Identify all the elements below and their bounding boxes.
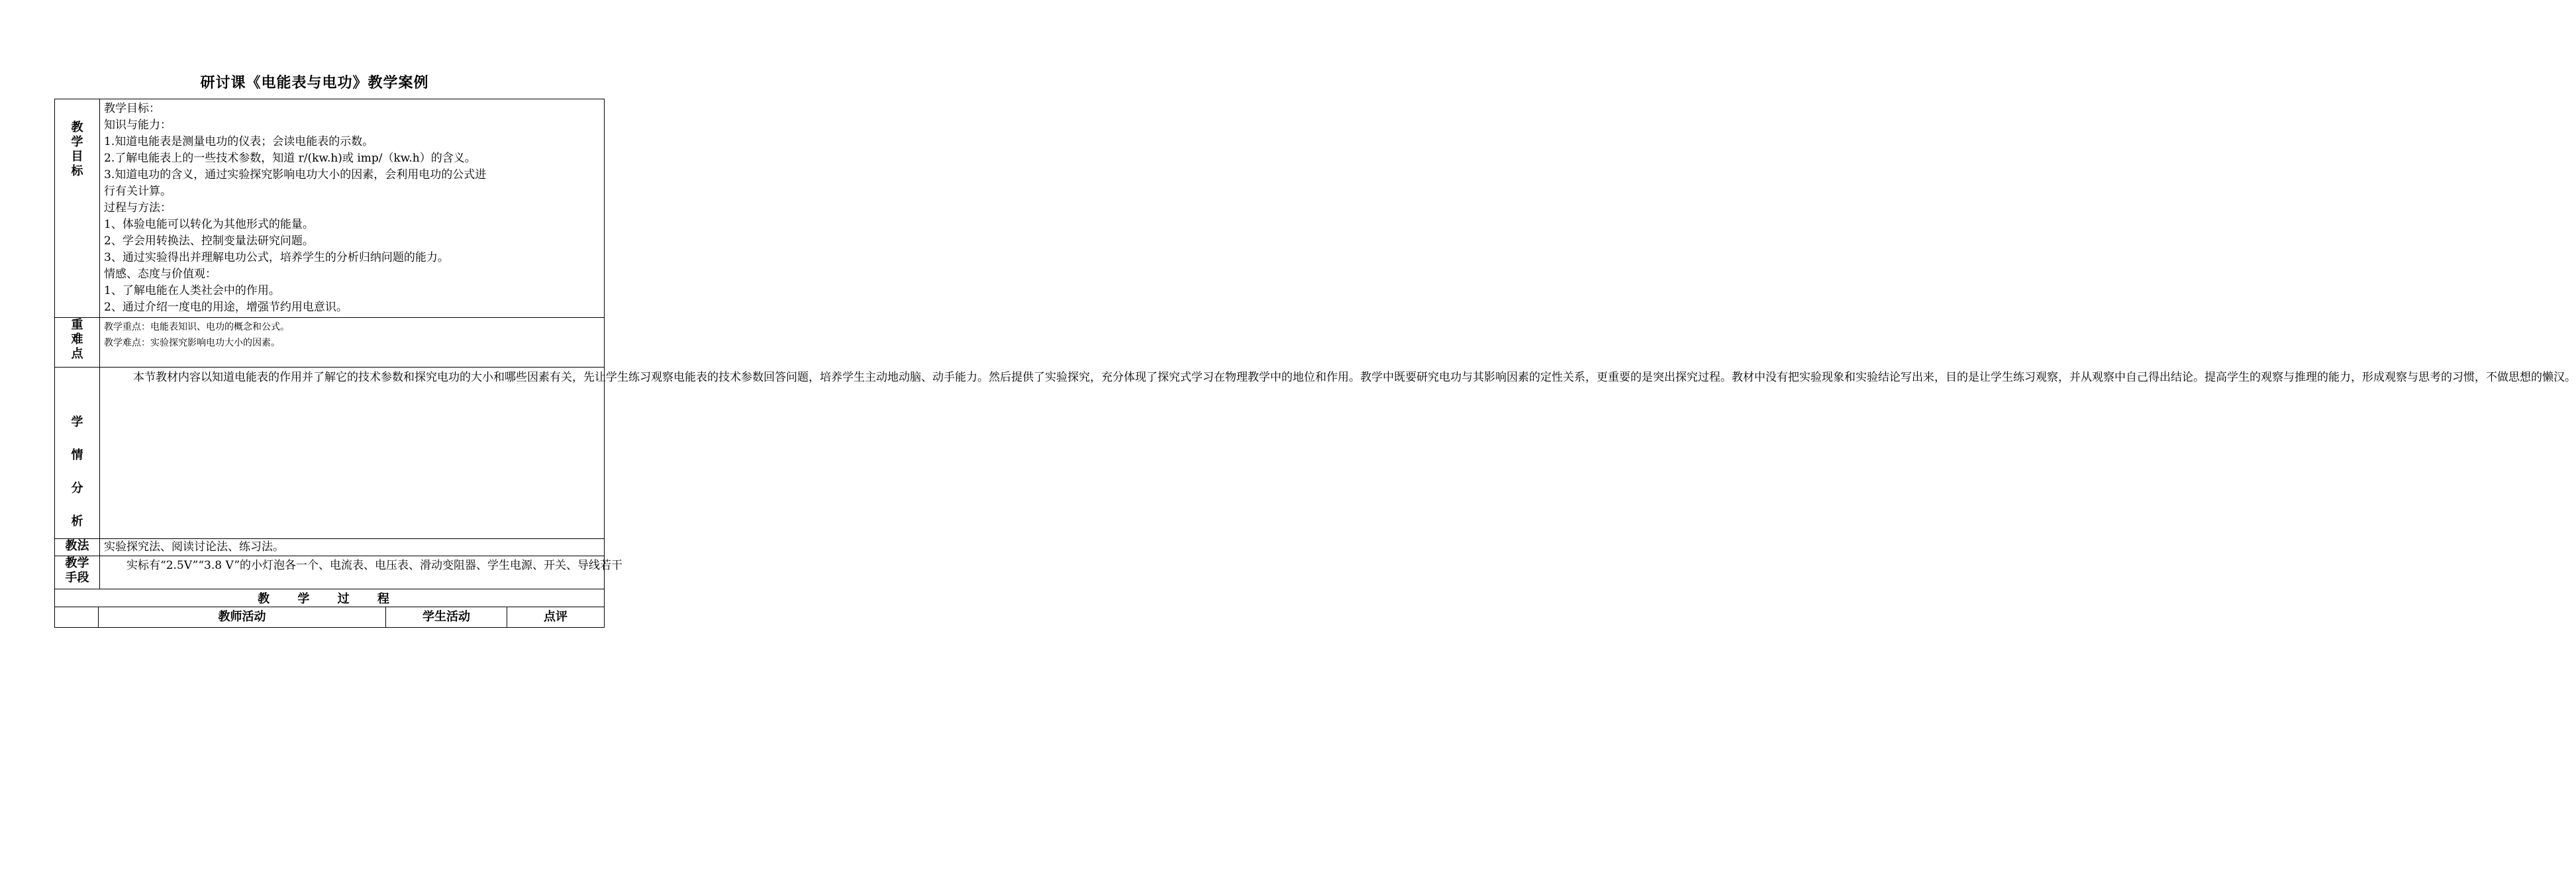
means-label: 教学 手段 [55,556,100,589]
process-title: 教 学 过 程 [55,589,605,607]
objectives-label: 教 学 目 标 [55,99,100,318]
analysis-content [100,368,2576,539]
objectives-line: 行有关计算。 [104,185,172,198]
methods-content: 实验探究法、阅读讨论法、练习法。 [100,539,605,556]
objectives-line: 过程与方法： [104,201,172,215]
objectives-line: 3、通过实验得出并理解电功公式，培养学生的分析归纳问题的能力。 [104,251,449,264]
objectives-line: 1.知道电能表是测量电功的仪表；会读电能表的示数。 [104,135,374,148]
objectives-line: 3.知道电功的含义，通过实验探究影响电功大小的因素，会利用电功的公式进 [104,168,487,181]
student-activity-header: 学生活动 [386,607,507,628]
teacher-activity-header: 教师活动 [99,607,386,628]
key-point-line: 教学重点：电能表知识、电功的概念和公式。 [104,322,289,332]
key-point-line: 教学难点：实验探究影响电功大小的因素。 [104,338,280,348]
objectives-line: 教学目标： [104,102,160,115]
objectives-row [55,99,605,318]
methods-label: 教法 [55,539,100,556]
lesson-plan-table [54,99,2576,628]
means-paragraph: 实标有“2.5V”“3.8 V”的小灯泡各一个、电流表、电压表、滑动变阻器、学生电源、开关、导线若干 [126,559,623,572]
objectives-line: 1、体验电能可以转化为其他形式的能量。 [104,218,314,231]
objectives-line: 2、通过介绍一度电的用途，增强节约用电意识。 [104,301,348,314]
key-points-label: 重 难 点 [55,318,100,368]
process-header-row [55,607,605,628]
means-content [100,556,623,589]
objectives-content [100,99,605,318]
process-blank-cell [55,607,99,628]
objectives-line: 2、学会用转换法、控制变量法研究问题。 [104,234,314,248]
analysis-row [55,368,605,539]
means-row [55,556,605,589]
objectives-line: 1、了解电能在人类社会中的作用。 [104,284,280,297]
analysis-paragraph: 本节教材内容以知道电能表的作用并了解它的技术参数和探究电功的大小和哪些因素有关，先让学生练习观察电能表的技术参数回答问题，培养学生主动地动脑、动手能力。然后提供了实验探究，充分体现了探究式学习在物理教学中的地位和作用。教学中既要研究电功与其影响因素的定性关系，更重要的是突出探究过程。教材中没有把实验现象和实验结论写出来，目的是让学生练习观察，并从观察中自己得出结论。提高学生的观察与推理的能力，形成观察与思考的习惯，不做思想的懒汉。 [133,371,2576,384]
comment-header: 点评 [507,607,605,628]
objectives-line: 2.了解电能表上的一些技术参数，知道 r/(kw.h)或 imp/（kw.h）的含义。 [104,152,476,165]
methods-row [55,539,605,556]
page-title: 研讨课《电能表与电功》教学案例 [200,74,429,91]
objectives-line: 情感、态度与价值观： [104,268,217,281]
analysis-label: 学 情 分 析 [55,368,100,539]
objectives-line: 知识与能力： [104,119,172,132]
key-points-row [55,318,605,368]
key-points-content [100,318,605,368]
process-title-row [55,589,605,607]
